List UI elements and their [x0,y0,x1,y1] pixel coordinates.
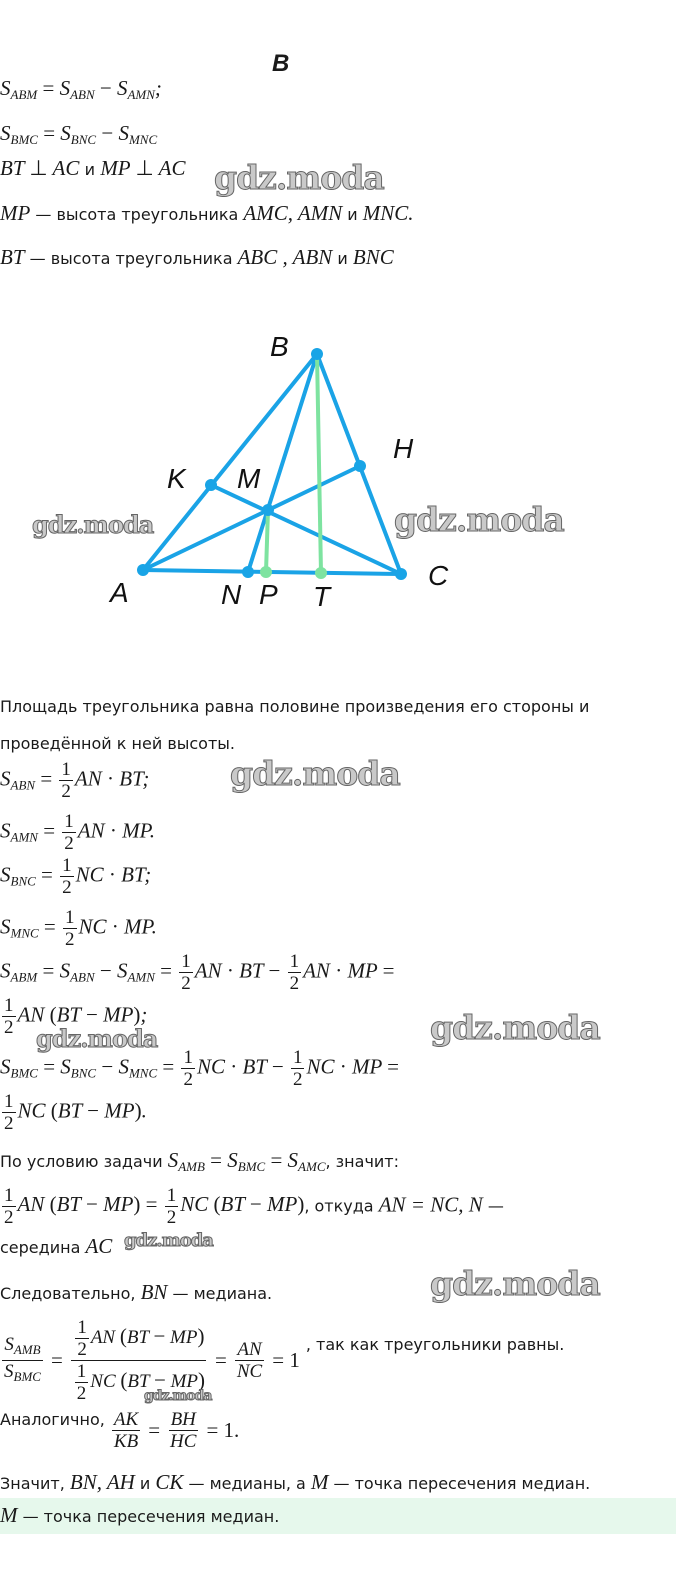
perpendicular-statement: BT ⊥ AC и MP ⊥ AC [0,156,186,180]
point-t [315,567,327,579]
watermark: gdz.moda [430,1264,600,1303]
height-bt [317,354,321,573]
formula-s-bmc: $S_{BMC} = S_{BNC} - S_{MNC}$ [0,121,158,147]
label-m: M [237,463,261,494]
label-c: C [428,560,449,591]
watermark: gdz.moda [36,1024,158,1053]
answer-text: M — точка пересечения медиан. [0,1503,280,1527]
formula-s-bnc: $S_{BNC}$ = $\frac{1}{2}$ NC · BT; [0,855,152,898]
midpoint-line: середина AC [0,1234,113,1258]
label-h: H [393,433,414,464]
formula-s-abn: $S_{ABN}$ = $\frac{1}{2}$ AN · BT; [0,759,150,802]
watermark: gdz.moda [214,158,384,197]
formula-s-bmc-result: $\frac{1}{2}$ NC (BT − MP). [4,1091,147,1134]
theory-line-2: проведённой к ней высоты. [0,734,236,753]
formula-s-amn: $S_{AMN}$ = $\frac{1}{2}$ AN · MP. [0,811,156,854]
medians-conclusion-line: Значит, BN, AH и CK — медианы, а M — точка пересечения медиан. [0,1470,591,1494]
height-mp-statement: MP — высота треугольника AMC, AMN и MNC. [0,201,414,225]
point-n [242,566,254,578]
theory-line-1: Площадь треугольника равна половине произведения его стороны и [0,697,590,716]
watermark: gdz.moda [230,754,400,793]
formula-s-abm: $S_{ABM} = S_{ABN} - S_{AMN}$; [0,76,162,102]
height-bt-statement: BT — высота треугольника ABC , ABN и BNC [0,245,394,269]
label-p: P [259,579,278,610]
label-k: K [167,463,186,494]
triangle-diagram [0,300,680,630]
formula-s-abm-expanded: $S_{ABM} = S_{ABN} - S_{AMN}$ = $\frac{1}{2}$ AN · BT − $\frac{1}{2}$ AN · MP = [0,951,395,994]
height-lines [266,354,321,573]
median-line: Следовательно, BN — медиана. [0,1280,273,1304]
top-cutoff-label: B [272,50,290,77]
label-b: B [270,331,289,362]
height-mp [266,510,268,572]
point-h [354,460,366,472]
watermark: gdz.moda [144,1388,212,1404]
formula-s-bmc-expanded: $S_{BMC} = S_{BNC} - S_{MNC}$ = $\frac{1}{2}$ NC · BT − $\frac{1}{2}$ NC · MP = [0,1047,400,1090]
side-ab [143,354,317,570]
watermark: gdz.moda [394,500,564,539]
label-a: A [110,577,129,608]
watermark: gdz.moda [32,510,154,539]
watermark: gdz.moda [124,1230,213,1251]
point-m [262,504,274,516]
condition-line: По условию задачи $S_{AMB} = S_{BMC} = S_{AMC}$, значит: [0,1148,400,1174]
point-p [260,566,272,578]
formula-s-mnc: $S_{MNC}$ = $\frac{1}{2}$ NC · MP. [0,907,157,950]
point-b [311,348,323,360]
formula-s-abm-result: $\frac{1}{2}$ AN (BT − MP); [4,995,148,1038]
point-k [205,479,217,491]
label-n: N [221,579,242,610]
ratio-line: $\frac{S_{AMB}}{S_{BMC}}$ = $\frac{1}{2}$ AN (BT − MP) $\frac{1}{2}$ NC (BT − MP) = $\frac{AN}{NC}$ = 1 , так как треугольники равны. [4,1317,565,1404]
point-a [137,564,149,576]
analogous-line: Аналогично, $\frac{AK}{KB}$ = $\frac{BH}{HC}$ = 1. [0,1409,240,1452]
label-t: T [313,581,331,612]
equality-line: $\frac{1}{2}$ AN (BT − MP) = $\frac{1}{2}$ NC (BT − MP), откуда AN = NC, N — [4,1185,504,1228]
watermark: gdz.moda [430,1008,600,1047]
point-c [395,568,407,580]
